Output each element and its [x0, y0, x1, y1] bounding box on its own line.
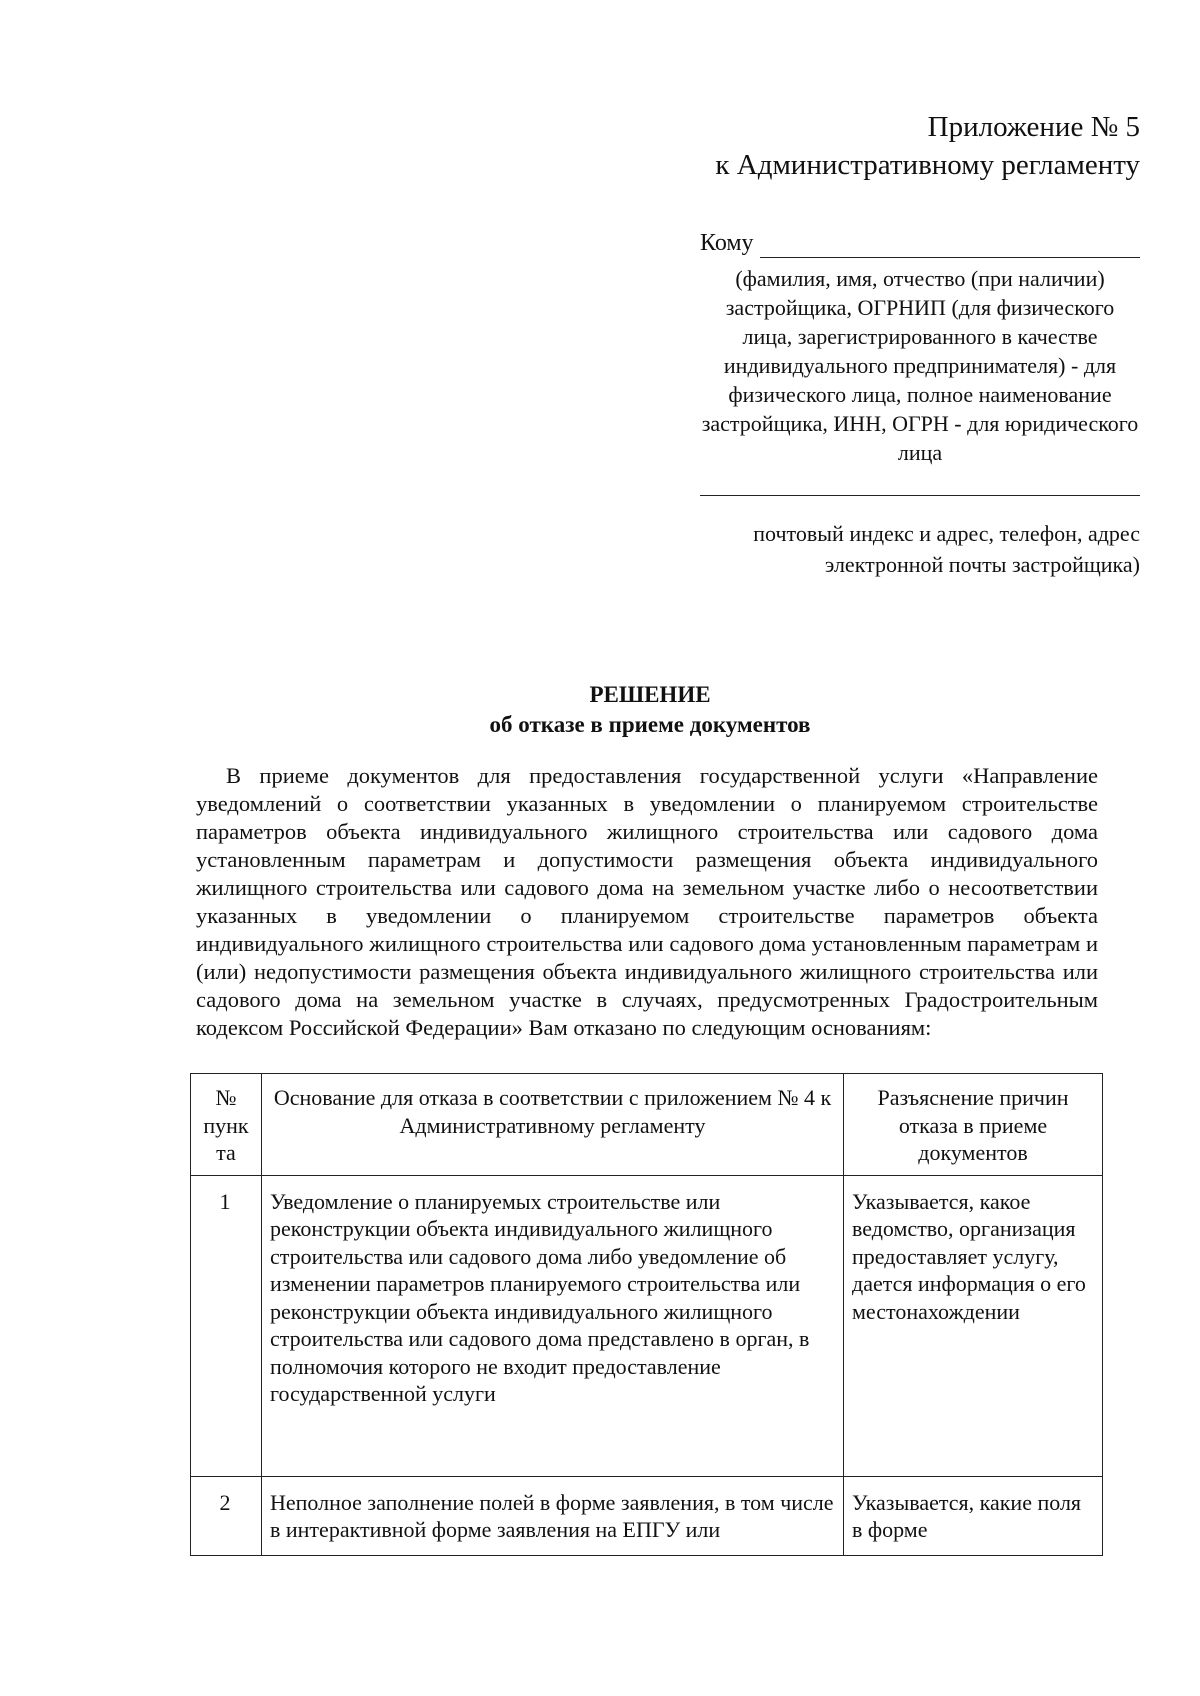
decision-subtitle: об отказе в приеме документов: [489, 712, 811, 737]
row-reason: Уведомление о планируемых строительстве или реконструкции объекта индивидуального жилищного строительства или садового дома либо уведомление об изменении параметров планируемого строительства или реконструкции объекта индивидуального жилищного строительства или садового дома представлено в орган, в полномочия которого не входит предоставление государственной услуги: [262, 1175, 844, 1476]
recipient-blank-line: [760, 233, 1140, 258]
recipient-line: [700, 228, 1140, 258]
header-explanation: Разъяснение причин отказа в приеме документов: [844, 1074, 1103, 1176]
row-explanation: Указывается, какие поля в форме: [844, 1476, 1103, 1555]
header-reason: Основание для отказа в соответствии с приложением № 4 к Административному регламенту: [262, 1074, 844, 1176]
row-explanation: Указывается, какое ведомство, организация предоставляет услугу, дается информация о его местонахождении: [844, 1175, 1103, 1476]
decision-heading: [0, 680, 1200, 740]
address-hint: почтовый индекс и адрес, телефон, адрес электронной почты застройщика): [753, 521, 1140, 577]
recipient-hint: (фамилия, имя, отчество (при наличии) застройщика, ОГРНИП (для физического лица, зарегистрированного в качестве индивидуального предпринимателя) - для физического лица, полное наименование застройщика, ИНН, ОГРН - для юридического лица: [701, 266, 1139, 465]
header-item-number: № пунк та: [191, 1074, 262, 1176]
appendix-regulation: к Административному регламенту: [715, 149, 1140, 181]
appendix-number: Приложение № 5: [927, 111, 1140, 143]
refusal-reasons-table: [190, 1073, 1103, 1556]
row-number: 1: [191, 1175, 262, 1476]
row-number: 2: [191, 1476, 262, 1555]
decision-body-text: В приеме документов для предоставления государственной услуги «Направление уведомлений о соответствии указанных в уведомлении о планируемом строительстве параметров объекта индивидуального жилищного строительства или садового дома установленным параметрам и допустимости размещения объекта индивидуального жилищного строительства или садового дома на земельном участке либо о несоответствии указанных в уведомлении о планируемом строительстве параметров объекта индивидуального жилищного строительства или садового дома установленным параметрам и (или) недопустимости размещения объекта индивидуального жилищного строительства или садового дома на земельном участке в случаях, предусмотренных Градостроительным кодексом Российской Федерации» Вам отказано по следующим основаниям:: [196, 763, 1098, 1040]
recipient-label: Кому: [700, 230, 754, 256]
addressee-block: [700, 228, 1140, 580]
decision-title: РЕШЕНИЕ: [589, 682, 711, 707]
address-blank-line: [700, 495, 1140, 496]
appendix-reference: [580, 108, 1140, 184]
table-row: [191, 1175, 1103, 1476]
row-reason: Неполное заполнение полей в форме заявления, в том числе в интерактивной форме заявления на ЕПГУ или: [262, 1476, 844, 1555]
table-header-row: [191, 1074, 1103, 1176]
table-row: [191, 1476, 1103, 1555]
